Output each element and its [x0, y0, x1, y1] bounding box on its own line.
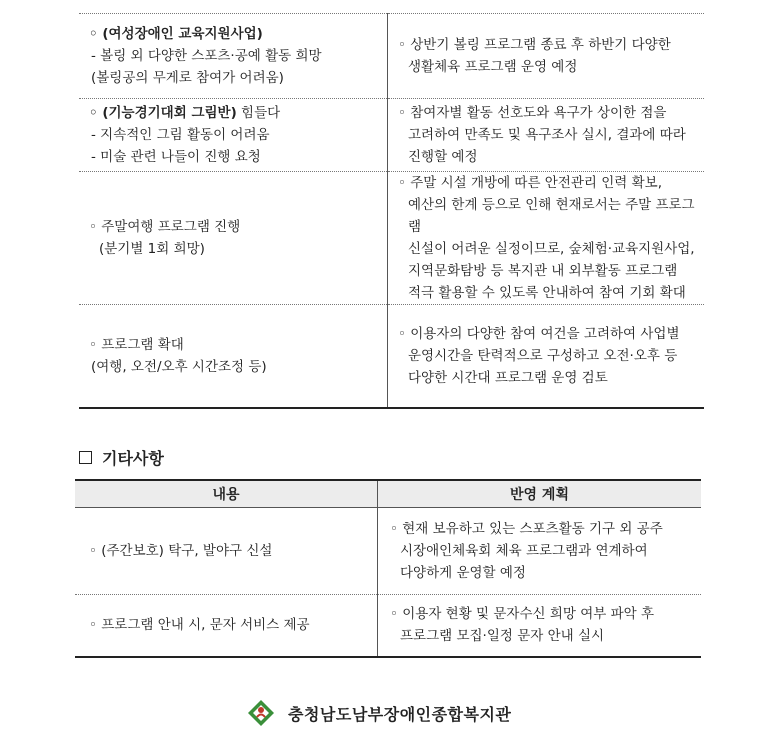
- request-line: - 미술 관련 나들이 진행 요청: [91, 149, 261, 165]
- plan-line: 운영시간을 탄력적으로 구성하고 오전·오후 등: [408, 347, 678, 364]
- plan-cell: [378, 508, 702, 595]
- column-header-plan: 반영 계획: [378, 480, 702, 508]
- request-cell: [79, 99, 388, 172]
- plan-cell: [388, 99, 705, 172]
- plan-line: 진행할 예정: [408, 149, 478, 165]
- plan-line: 프로그램 모집·일정 문자 안내 실시: [400, 628, 605, 645]
- request-line: (여행, 오전/오후 시간조정 등): [91, 358, 267, 375]
- request-suffix: 힘들다: [236, 105, 281, 121]
- plan-line: ◦ 주말 시설 개방에 따른 안전관리 인력 확보,: [398, 175, 662, 191]
- request-bold-label: ◦ (기능경기대회 그림반): [89, 105, 237, 121]
- table-row: [75, 595, 701, 657]
- request-line: ◦ 프로그램 확대: [89, 336, 184, 353]
- column-header-content: 내용: [75, 480, 378, 508]
- request-cell: [79, 305, 388, 408]
- request-line: ◦ 프로그램 안내 시, 문자 서비스 제공: [89, 617, 310, 634]
- request-line: ◦ 주말여행 프로그램 진행: [89, 219, 241, 235]
- plan-line: 다양하게 운영할 예정: [400, 565, 526, 581]
- table-row: [79, 14, 704, 99]
- request-cell: [79, 14, 388, 99]
- plan-line: 예산의 한계 등으로 인해 현재로서는 주말 프로그램: [408, 197, 695, 235]
- plan-line: ◦ 현재 보유하고 있는 스포츠활동 기구 외 공주: [390, 521, 663, 537]
- plan-line: ◦ 이용자의 다양한 참여 여건을 고려하여 사업별: [398, 325, 680, 342]
- request-line: ◦ (여성장애인 교육지원사업): [89, 26, 263, 42]
- plan-line: 신설이 어려운 실정이므로, 숲체험·교육지원사업,: [408, 241, 695, 257]
- plan-line: ◦ 상반기 볼링 프로그램 종료 후 하반기 다양한: [398, 37, 671, 53]
- plan-cell: [388, 14, 705, 99]
- table-header-row: [75, 480, 701, 508]
- plan-line: 적극 활용할 수 있도록 안내하여 참여 기회 확대: [408, 285, 686, 301]
- table-row: [79, 305, 704, 408]
- table-row: [79, 172, 704, 305]
- footer: [246, 698, 511, 728]
- request-line: [89, 102, 387, 124]
- plan-line: 지역문화탐방 등 복지관 내 외부활동 프로그램: [408, 263, 678, 279]
- request-line: (분기별 1회 희망): [99, 241, 205, 257]
- section-title: 기타사항: [102, 449, 164, 468]
- plan-line: 시장애인체육회 체육 프로그램과 연계하여: [400, 543, 648, 559]
- org-logo-icon: [246, 698, 276, 728]
- plan-cell: [378, 595, 702, 657]
- feedback-table-top: [79, 13, 704, 409]
- request-line: - 지속적인 그림 활동이 어려움: [91, 127, 270, 143]
- plan-line: 고려하여 만족도 및 욕구조사 실시, 결과에 따라: [408, 127, 686, 143]
- request-cell: [75, 508, 378, 595]
- request-line: ◦ (주간보호) 탁구, 발야구 신설: [89, 543, 273, 559]
- table-row: [79, 99, 704, 172]
- request-cell: [75, 595, 378, 657]
- section-heading: [79, 446, 164, 469]
- table-row: [75, 508, 701, 595]
- organization-name: 충청남도남부장애인종합복지관: [288, 704, 512, 724]
- plan-cell: [388, 172, 705, 305]
- plan-line: 다양한 시간대 프로그램 운영 검토: [408, 369, 608, 386]
- plan-line: 생활체육 프로그램 운영 예정: [408, 59, 578, 75]
- plan-cell: [388, 305, 705, 408]
- feedback-table-other: [75, 479, 701, 658]
- request-cell: [79, 172, 388, 305]
- plan-line: ◦ 참여자별 활동 선호도와 욕구가 상이한 점을: [398, 105, 667, 121]
- request-line: - 볼링 외 다양한 스포츠·공예 활동 희망: [91, 48, 322, 64]
- request-line: (볼링공의 무게로 참여가 어려움): [91, 70, 284, 86]
- plan-line: ◦ 이용자 현황 및 문자수신 희망 여부 파악 후: [390, 606, 654, 623]
- checkbox-square-icon: [79, 451, 92, 464]
